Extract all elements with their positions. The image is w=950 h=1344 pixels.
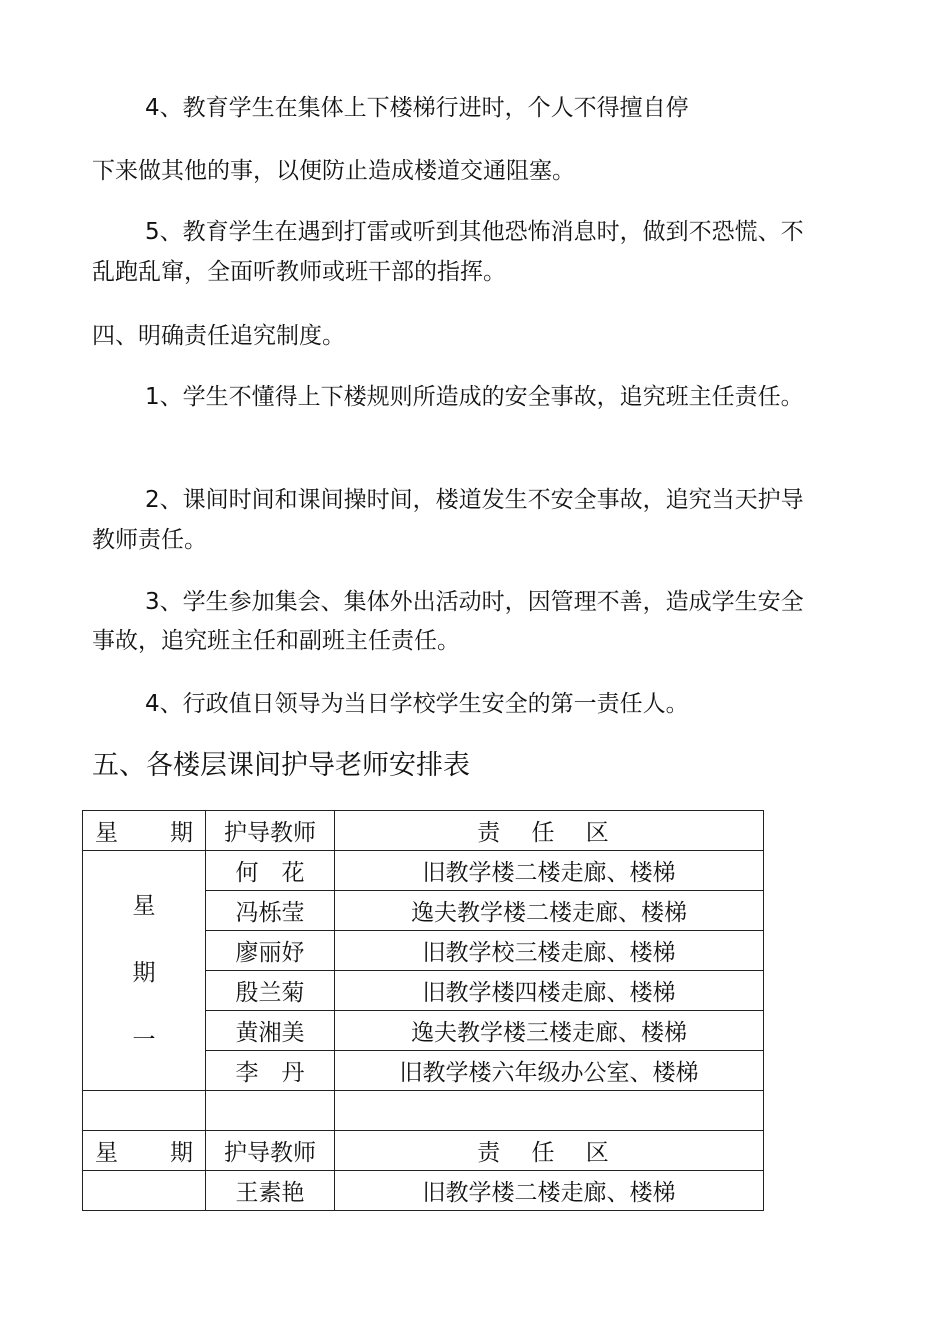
area-cell: 旧教学楼二楼走廊、楼梯 xyxy=(335,851,764,891)
header-area-cell xyxy=(335,811,764,851)
header-day-char-2: 期 xyxy=(170,820,193,846)
header-day-cell xyxy=(83,1131,206,1171)
header-day-char-1: 星 xyxy=(95,820,118,846)
paragraph-responsibility-2-continued: 教师责任。 xyxy=(92,527,207,553)
paragraph-item-4: 4、教育学生在集体上下楼梯行进时，个人不得擅自停 xyxy=(145,95,689,121)
monday-char-1: 星 xyxy=(132,893,156,919)
header-teacher-cell: 护导教师 xyxy=(206,1131,335,1171)
header-day-char-1: 星 xyxy=(95,1140,118,1166)
paragraph-responsibility-3: 3、学生参加集会、集体外出活动时，因管理不善，造成学生安全 xyxy=(145,589,804,615)
paragraph-responsibility-2: 2、课间时间和课间操时间，楼道发生不安全事故，追究当天护导 xyxy=(145,487,804,513)
header-day-char-2: 期 xyxy=(170,1140,193,1166)
paragraph-item-5-continued: 乱跑乱窜，全面听教师或班干部的指挥。 xyxy=(92,259,506,285)
header-area-label: 责 任 区 xyxy=(477,820,621,846)
teacher-cell: 王素艳 xyxy=(206,1171,335,1211)
header-teacher-cell: 护导教师 xyxy=(206,811,335,851)
paragraph-responsibility-3-continued: 事故，追究班主任和副班主任责任。 xyxy=(92,628,460,654)
area-cell: 旧教学楼二楼走廊、楼梯 xyxy=(335,1171,764,1211)
area-cell: 旧教学楼四楼走廊、楼梯 xyxy=(335,971,764,1011)
area-cell: 旧教学校三楼走廊、楼梯 xyxy=(335,931,764,971)
monday-char-3: 一 xyxy=(132,1027,156,1053)
paragraph-responsibility-1: 1、学生不懂得上下楼规则所造成的安全事故，追究班主任责任。 xyxy=(145,384,804,410)
area-cell: 旧教学楼六年级办公室、楼梯 xyxy=(335,1051,764,1091)
paragraph-item-5: 5、教育学生在遇到打雷或听到其他恐怖消息时，做到不恐慌、不 xyxy=(145,219,804,245)
teacher-cell: 何 花 xyxy=(206,851,335,891)
teacher-cell: 黄湘美 xyxy=(206,1011,335,1051)
area-cell: 逸夫教学楼三楼走廊、楼梯 xyxy=(335,1011,764,1051)
teacher-cell: 廖丽妤 xyxy=(206,931,335,971)
duty-schedule-table xyxy=(82,810,764,1211)
paragraph-responsibility-4: 4、行政值日领导为当日学校学生安全的第一责任人。 xyxy=(145,691,689,717)
section-5-title: 五、各楼层课间护导老师安排表 xyxy=(92,750,470,781)
teacher-cell: 冯栎莹 xyxy=(206,891,335,931)
header-area-label: 责 任 区 xyxy=(477,1140,621,1166)
teacher-cell: 李 丹 xyxy=(206,1051,335,1091)
empty-cell xyxy=(83,1091,206,1131)
monday-char-2: 期 xyxy=(132,960,156,986)
header-area-cell xyxy=(335,1131,764,1171)
empty-cell xyxy=(335,1091,764,1131)
monday-day-cell xyxy=(83,851,206,1091)
teacher-cell: 殷兰菊 xyxy=(206,971,335,1011)
table-header-row xyxy=(83,811,764,851)
table-header-row-repeat xyxy=(83,1131,764,1171)
empty-separator-row xyxy=(83,1091,764,1131)
paragraph-item-4-continued: 下来做其他的事，以便防止造成楼道交通阻塞。 xyxy=(92,158,575,184)
table-row xyxy=(83,1171,764,1211)
section-4-heading: 四、明确责任追究制度。 xyxy=(92,323,345,349)
day-cell xyxy=(83,1171,206,1211)
header-day-cell xyxy=(83,811,206,851)
empty-cell xyxy=(206,1091,335,1131)
table-row xyxy=(83,851,764,891)
area-cell: 逸夫教学楼二楼走廊、楼梯 xyxy=(335,891,764,931)
